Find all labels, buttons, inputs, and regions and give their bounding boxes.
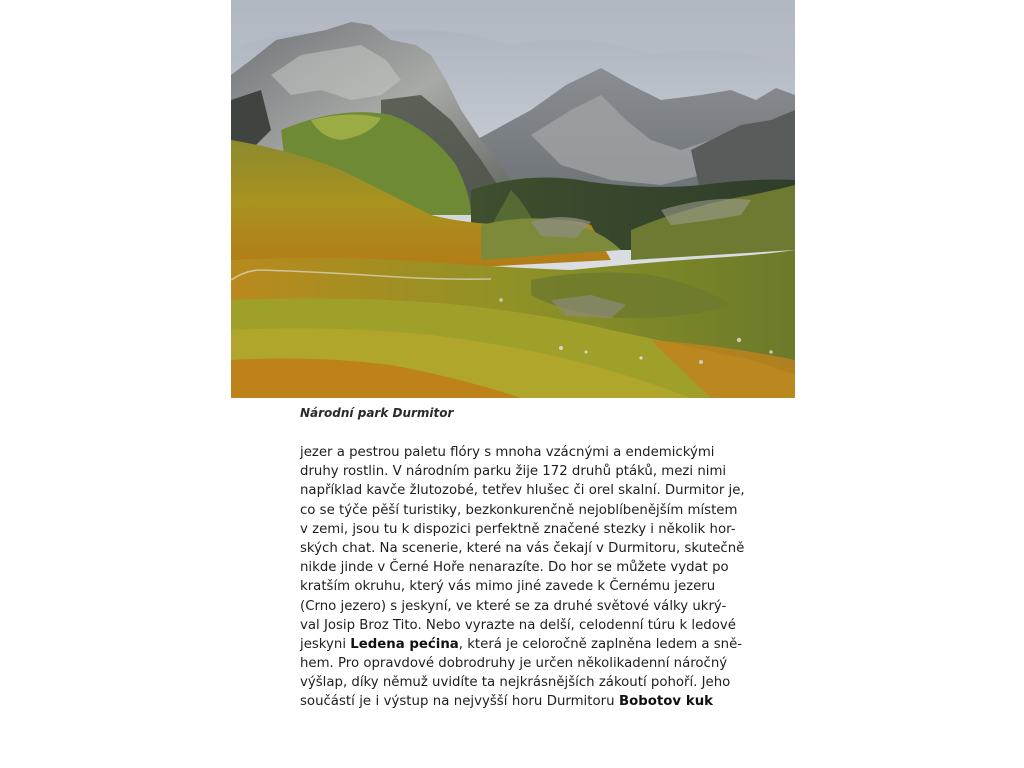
text-line — [300, 481, 745, 500]
text-run: kratším okruhu, který vás mimo jiné zavede k Černému jezeru — [300, 579, 716, 595]
text-line — [300, 501, 738, 520]
text-run: hem. Pro opravdové dobrodruhy je určen několikadenní náročný — [300, 656, 728, 672]
text-line — [300, 616, 736, 635]
text-run: součástí je i výstup na nejvyšší horu Durmitoru — [300, 694, 619, 710]
text-line — [300, 443, 713, 462]
text-run: jezer a pestrou paletu flóry s mnoha vzácnými a endemickými — [300, 445, 715, 460]
text-line — [300, 539, 745, 558]
text-line — [300, 597, 727, 616]
photo-caption: Národní park Durmitor — [300, 406, 454, 420]
text-run: val Josip Broz Tito. Nebo vyrazte na delší, celodenní túru k ledové — [300, 617, 736, 633]
text-run: výšlap, díky němuž uvidíte ta nejkrásnějších zákoutí pohoří. Jeho — [300, 675, 731, 691]
text-run: ských chat. Na scenerie, které na vás čekají v Durmitoru, skutečně — [300, 540, 745, 556]
bold-term: Bobotov kuk — [618, 694, 714, 710]
text-line — [300, 520, 736, 539]
text-run: nikde jinde v Černé Hoře nenarazíte. Do hor se můžete vydat po — [300, 560, 729, 576]
bold-term: Ledena pećina — [350, 636, 459, 652]
text-run: druhy rostlin. V národním parku žije 172 druhů ptáků, mezi nimi — [300, 464, 727, 480]
text-run: v zemi, jsou tu k dispozici perfektně značené stezky i několik hor- — [300, 521, 736, 537]
text-line — [300, 577, 716, 596]
text-run: (Crno jezero) s jeskyní, ve které se za druhé světové války ukrý- — [300, 598, 727, 614]
text-line — [300, 654, 728, 673]
text-run: co se týče pěší turistiky, bezkonkurenčně nejoblíbenějším místem — [300, 502, 738, 518]
text-run: , která je celoročně zaplněna ledem a sně- — [458, 636, 743, 652]
text-run: jeskyni — [300, 636, 351, 652]
article-body-text — [300, 443, 745, 712]
text-line — [300, 692, 713, 711]
text-line — [300, 558, 729, 577]
text-line — [300, 673, 731, 692]
durmitor-landscape-photo — [231, 0, 795, 398]
text-run: například kavče žlutozobé, tetřev hlušec či orel skalní. Durmitor je, — [300, 483, 745, 499]
text-line — [300, 462, 727, 481]
text-line — [300, 635, 743, 654]
